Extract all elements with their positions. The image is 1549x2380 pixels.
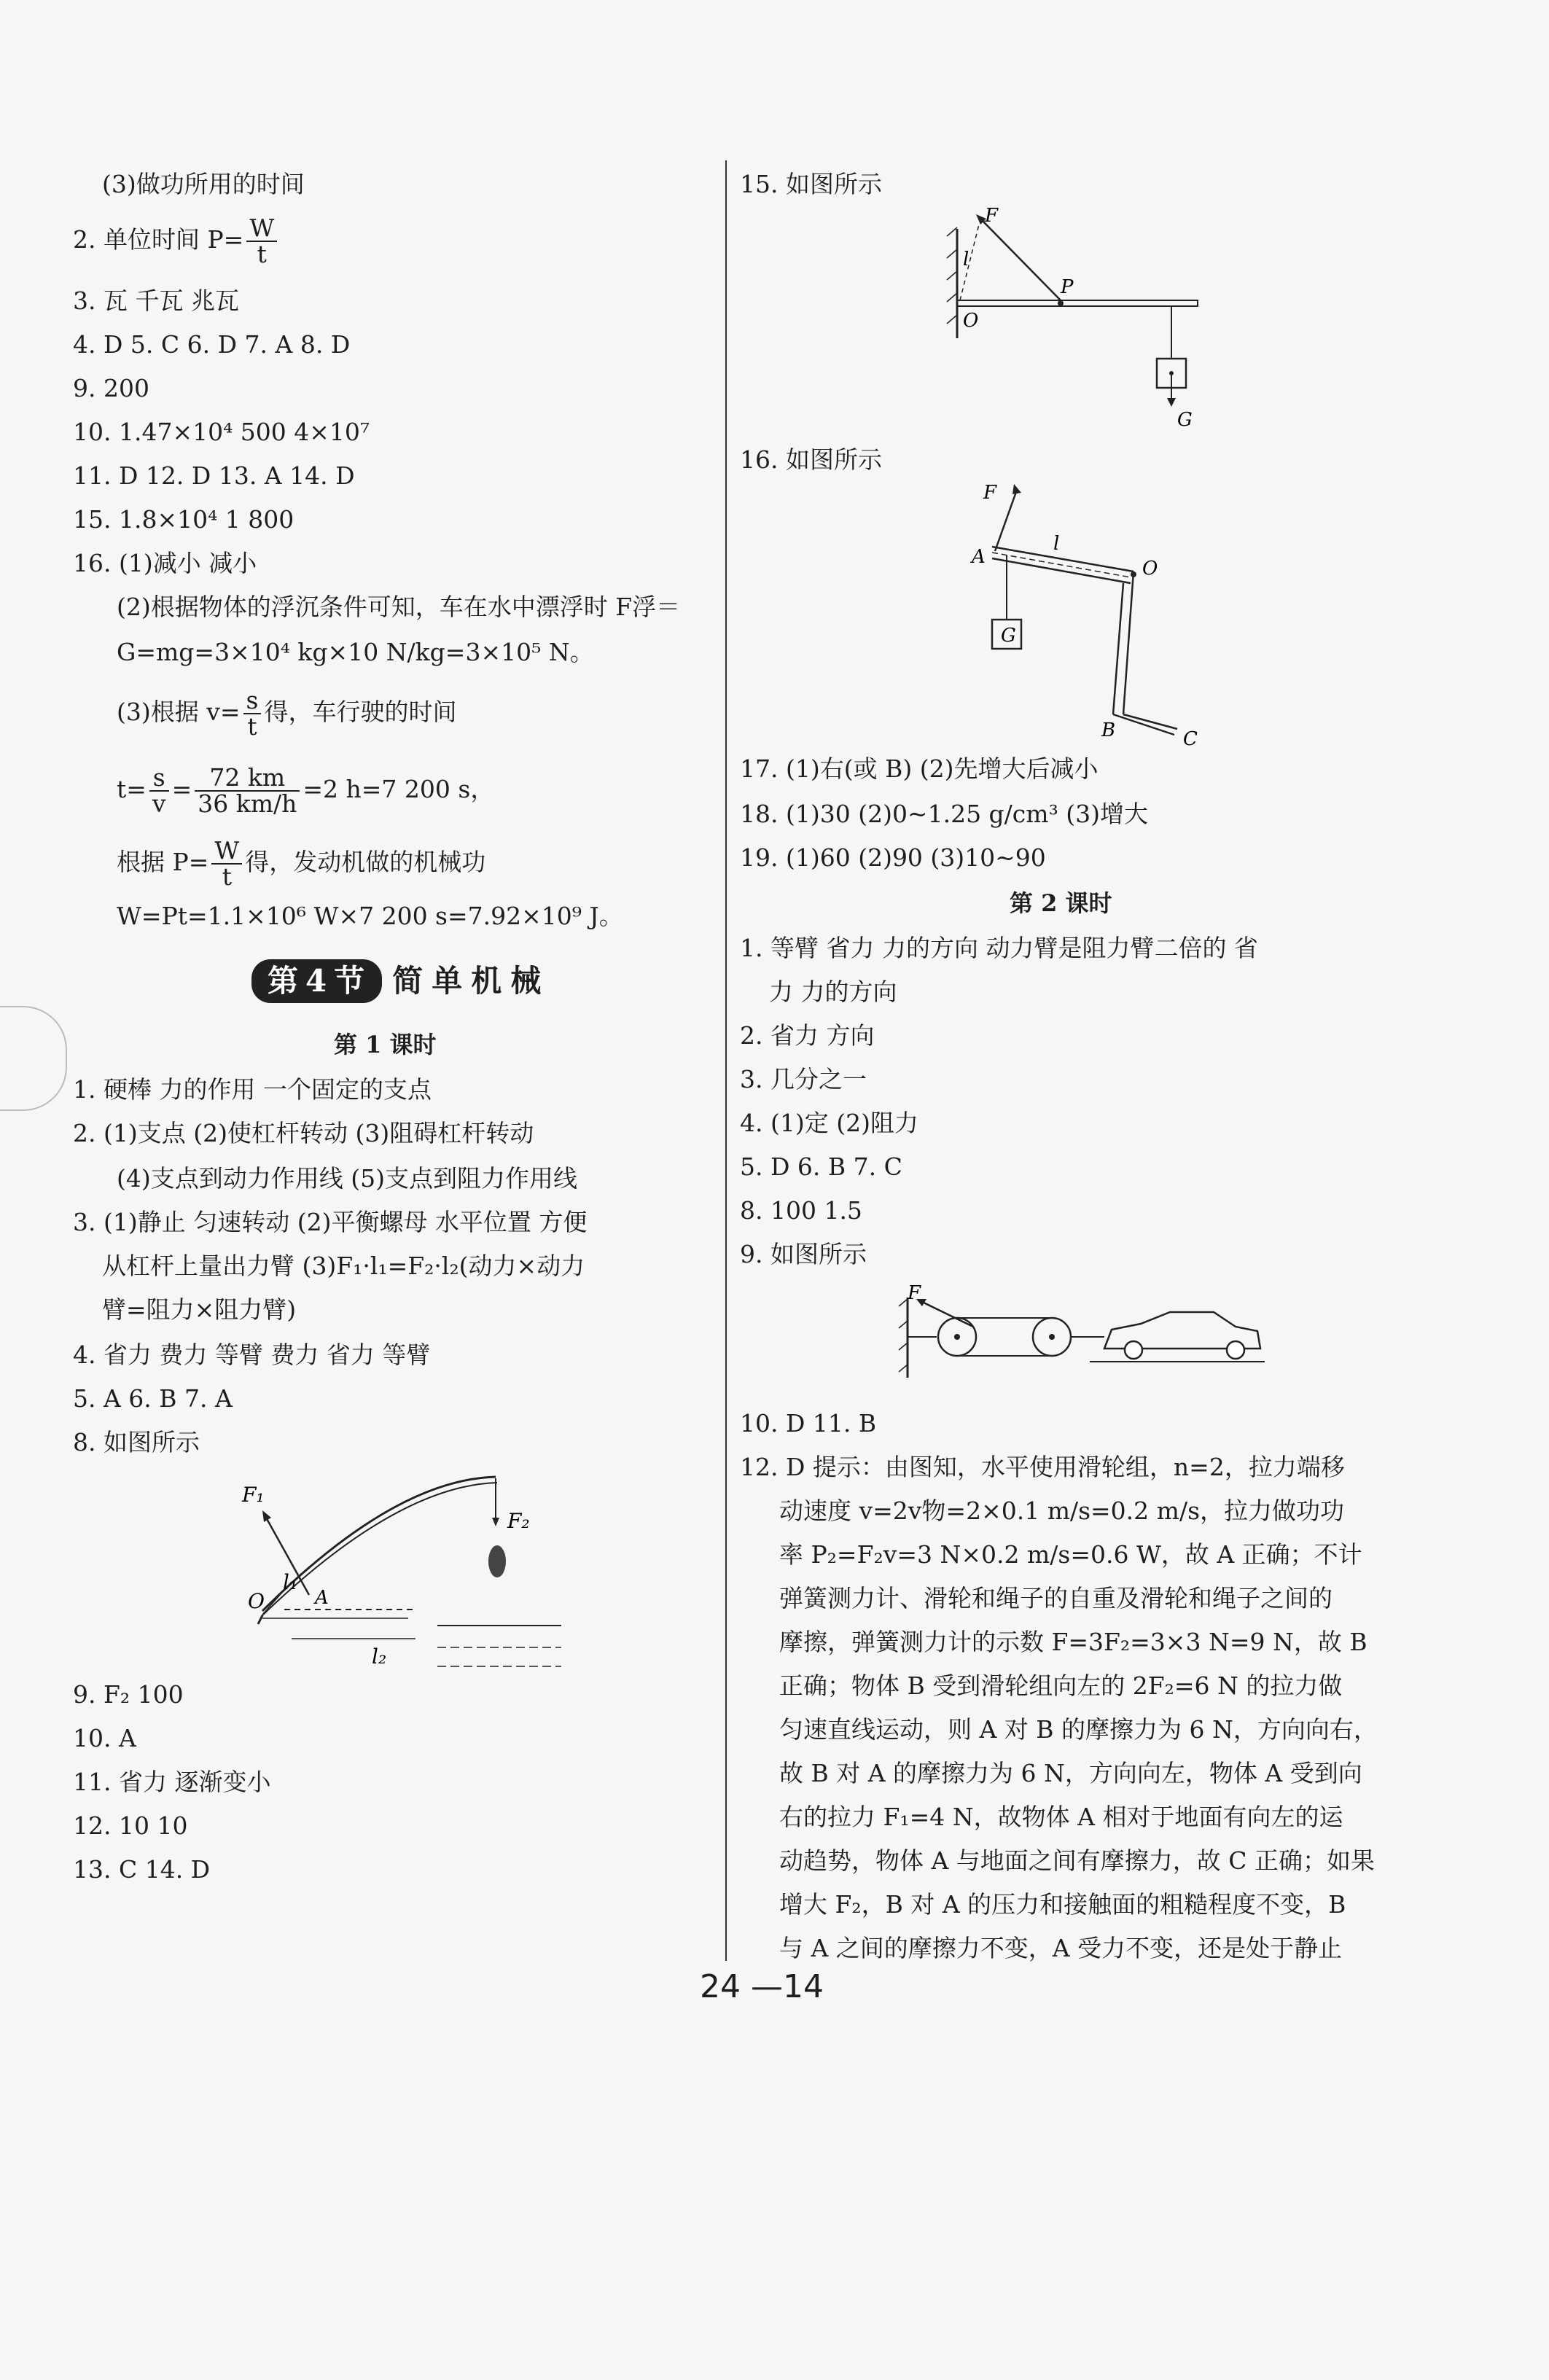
answer-line: 臂=阻力×阻力臂) [102,1295,297,1324]
answer-line: 3. 瓦 千瓦 兆瓦 [73,286,239,315]
label-c: C [1183,728,1198,750]
label-o: O [963,310,979,332]
fraction: $\frac{W}{t}$ [246,216,277,267]
answer-line: 9. 如图所示 [740,1240,867,1268]
point-o [1131,571,1136,577]
answer-line: 10. A [73,1724,136,1752]
answer-line: 12. 10 10 [73,1811,188,1840]
answer-line: G=mg=3×10⁴ kg×10 N/kg=3×10⁵ N。 [117,638,594,666]
answer-line: t= $\frac{s}{v}$ = $\frac{72 km}{36 km/h}$ =2 h=7 200 s， [117,763,495,818]
answer-line: 力 力的方向 [769,978,897,1006]
label-o: O [248,1589,265,1613]
answer-line: 15. 如图所示 [740,170,882,198]
answer-line: 18. (1)30 (2)0~1.25 g/cm³ (3)增大 [740,800,1149,828]
answer-line: 1. 等臂 省力 力的方向 动力臂是阻力臂二倍的 省 [740,934,1258,962]
label-o: O [1142,558,1158,580]
answer-line: 从杠杆上量出力臂 (3)F₁·l₁=F₂·l₂(动力×动力 [102,1252,585,1280]
label-f2: F₂ [507,1509,530,1533]
answer-line: (3)做功所用的时间 [102,170,305,198]
answer-line: 11. 省力 逐渐变小 [73,1768,271,1796]
answer-line: 19. (1)60 (2)90 (3)10~90 [740,843,1046,872]
explanation-line: 正确；物体 B 受到滑轮组向左的 2F₂=6 N 的拉力做 [779,1671,1343,1700]
answer-line: 9. F₂ 100 [73,1680,184,1709]
answer-line: 5. D 6. B 7. C [740,1152,902,1181]
figure-lever-16 [951,481,1243,758]
answer-line: W=Pt=1.1×10⁶ W×7 200 s=7.92×10⁹ J。 [117,902,623,930]
explanation-line: 摩擦，弹簧测力计的示数 F=3F₂=3×3 N=9 N，故 B [779,1628,1367,1656]
label-g: G [1177,409,1193,431]
answer-line: 10. 1.47×10⁴ 500 4×10⁷ [73,418,370,446]
section-badge: 第4节 [251,959,382,1003]
answer-line: (2)根据物体的浮沉条件可知，车在水中漂浮时 F浮＝ [117,593,681,621]
car-wheel [1125,1341,1142,1359]
answer-line: 8. 100 1.5 [740,1196,862,1225]
section-title: 简单机械 [392,963,550,999]
answer-line: 16. 如图所示 [740,445,882,474]
fraction: $\frac{s}{t}$ [243,688,262,739]
answer-line: 4. (1)定 (2)阻力 [740,1109,918,1137]
explanation-line: 与 A 之间的摩擦力不变，A 受力不变，还是处于静止 [779,1934,1343,1962]
fraction: $\frac{72 km}{36 km/h}$ [195,765,300,816]
section-heading [251,959,550,1003]
explanation-line: 率 P₂=F₂v=3 N×0.2 m/s=0.6 W，故 A 正确；不计 [779,1540,1362,1569]
label-p: P [1061,276,1074,298]
answer-line: 4. D 5. C 6. D 7. A 8. D [73,330,351,359]
answer-line: 1. 硬棒 力的作用 一个固定的支点 [73,1075,432,1104]
fraction: $\frac{s}{v}$ [149,765,169,816]
label-a: A [972,546,986,568]
label-f1: F₁ [242,1483,265,1507]
label-f: F [983,482,997,504]
label-f: F [908,1283,921,1304]
lesson-heading: 第 2 课时 [1010,889,1112,917]
explanation-line: 故 B 对 A 的摩擦力为 6 N，方向向左，物体 A 受到向 [779,1759,1362,1787]
figure-fishing-rod-lever [233,1465,583,1684]
answer-line: 4. 省力 费力 等臂 费力 省力 等臂 [73,1341,431,1369]
label-l: l [963,249,969,270]
explanation-line: 弹簧测力计、滑轮和绳子的自重及滑轮和绳子之间的 [779,1584,1333,1612]
f2-arrowhead [492,1518,499,1526]
answer-line: (3)根据 v= $\frac{s}{t}$ 得，车行驶的时间 [117,686,457,741]
page-number: 24 —14 [700,1968,824,2005]
label-g: G [1001,625,1016,647]
answer-line: 2. 单位时间 P= $\frac{W}{t}$ [73,216,280,267]
label-l2: l₂ [372,1644,387,1669]
label-a: A [315,1587,329,1609]
stamp-mark [0,1006,67,1111]
answer-line: 3. 几分之一 [740,1065,867,1093]
label-l: l [1053,533,1060,555]
answer-line: 2. 省力 方向 [740,1021,875,1050]
rod-end [258,1615,262,1624]
explanation-line: 12. D 提示：由图知，水平使用滑轮组，n=2，拉力端移 [740,1453,1345,1481]
answer-line: 9. 200 [73,374,149,402]
answer-line: 13. C 14. D [73,1855,211,1884]
car-wheel [1227,1341,1244,1359]
lever-arm-top [992,547,1134,571]
answer-line: 17. (1)右(或 B) (2)先增大后减小 [740,754,1099,783]
answer-line: 5. A 6. B 7. A [73,1384,233,1413]
explanation-line: 增大 F₂，B 对 A 的压力和接触面的粗糙程度不变，B [779,1890,1346,1919]
answer-line: 根据 P= $\frac{W}{t}$ 得，发动机做的机械功 [117,836,486,891]
answer-line: 16. (1)减小 减小 [73,549,257,577]
answer-line: 15. 1.8×10⁴ 1 800 [73,505,294,534]
answer-line: 10. D 11. B [740,1409,877,1437]
force-f-arrow [922,1302,973,1327]
lever-arm-bottom [992,558,1131,583]
explanation-line: 右的拉力 F₁=4 N，故物体 A 相对于地面有向左的运 [779,1803,1343,1831]
label-f: F [985,207,999,227]
explanation-line: 匀速直线运动，则 A 对 B 的摩擦力为 6 N，方向向右， [779,1715,1378,1744]
explanation-line: 动趋势，物体 A 与地面之间有摩擦力，故 C 正确；如果 [779,1846,1376,1875]
lever-vertical [1123,571,1134,714]
point-p [1058,300,1064,306]
lever-bar [957,300,1198,306]
answer-line: 8. 如图所示 [73,1428,200,1456]
fraction: $\frac{W}{t}$ [211,838,242,889]
force-f-arrow [980,219,1061,300]
arm-l-dashed [992,553,1131,577]
answer-line: 11. D 12. D 13. A 14. D [73,461,355,490]
force-f-arrow [995,490,1017,551]
answer-line: 2. (1)支点 (2)使杠杆转动 (3)阻碍杠杆转动 [73,1119,534,1147]
label-l1: l₁ [283,1570,298,1594]
answer-line: 3. (1)静止 匀速转动 (2)平衡螺母 水平位置 方便 [73,1208,588,1236]
column-divider [725,160,727,1961]
explanation-line: 动速度 v=2v物=2×0.1 m/s=0.2 m/s，拉力做功功 [779,1497,1345,1525]
figure-lever-15 [937,207,1243,440]
fish-icon [488,1545,506,1577]
label-b: B [1101,719,1116,741]
answer-line: (4)支点到动力作用线 (5)支点到阻力作用线 [117,1164,577,1193]
lesson-heading: 第 1 课时 [334,1031,437,1058]
fishing-rod-edge [262,1483,497,1615]
figure-pulley-car [893,1283,1272,1385]
